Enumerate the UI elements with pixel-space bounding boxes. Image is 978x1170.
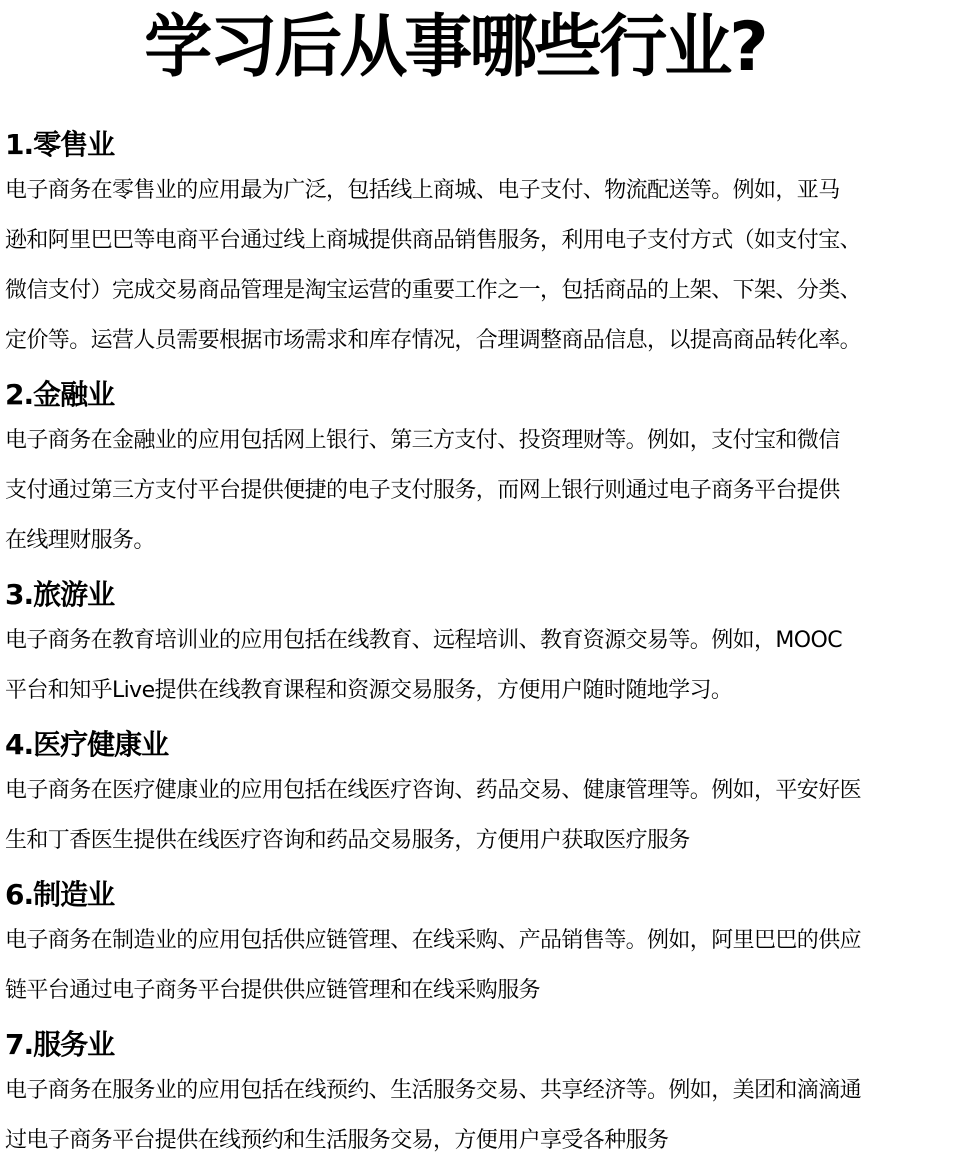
section-heading: 7.服务业 bbox=[5, 1028, 115, 1061]
paragraph-line: 链平台通过电子商务平台提供供应链管理和在线采购服务 bbox=[5, 978, 541, 1003]
paragraph-line: 电子商务在金融业的应用包括网上银行、第三方支付、投资理财等。例如，支付宝和微信 bbox=[5, 428, 840, 453]
paragraph-line: 电子商务在服务业的应用包括在线预约、生活服务交易、共享经济等。例如，美团和滴滴通 bbox=[5, 1078, 862, 1103]
section-body bbox=[5, 1066, 975, 1166]
page-title: 学习后从事哪些行业? bbox=[144, 8, 766, 87]
section-heading: 4.医疗健康业 bbox=[5, 728, 169, 761]
paragraph-line: 在线理财服务。 bbox=[5, 528, 155, 553]
section-manufacturing bbox=[5, 875, 975, 1016]
section-heading: 1.零售业 bbox=[5, 128, 115, 161]
paragraph-line: 生和丁香医生提供在线医疗咨询和药品交易服务，方便用户获取医疗服务 bbox=[5, 828, 690, 853]
paragraph-line: 支付通过第三方支付平台提供便捷的电子支付服务，而网上银行则通过电子商务平台提供 bbox=[5, 478, 840, 503]
section-body bbox=[5, 916, 975, 1016]
section-heading: 2.金融业 bbox=[5, 378, 115, 411]
paragraph-line: 微信支付）完成交易商品管理是淘宝运营的重要工作之一，包括商品的上架、下架、分类、 bbox=[5, 278, 862, 303]
section-finance bbox=[5, 375, 975, 566]
paragraph-line: 过电子商务平台提供在线预约和生活服务交易，方便用户享受各种服务 bbox=[5, 1128, 669, 1153]
section-healthcare bbox=[5, 725, 975, 866]
section-tourism bbox=[5, 575, 975, 716]
paragraph-line: 逊和阿里巴巴等电商平台通过线上商城提供商品销售服务，利用电子支付方式（如支付宝、 bbox=[5, 228, 862, 253]
paragraph-line: 电子商务在医疗健康业的应用包括在线医疗咨询、药品交易、健康管理等。例如，平安好医 bbox=[5, 778, 862, 803]
paragraph-line: 电子商务在教育培训业的应用包括在线教育、远程培训、教育资源交易等。例如，MOOC bbox=[5, 628, 842, 653]
paragraph-line: 电子商务在零售业的应用最为广泛，包括线上商城、电子支付、物流配送等。例如，亚马 bbox=[5, 178, 840, 203]
section-heading: 6.制造业 bbox=[5, 878, 115, 911]
section-body bbox=[5, 166, 975, 366]
section-heading: 3.旅游业 bbox=[5, 578, 115, 611]
paragraph-line: 平台和知乎Live提供在线教育课程和资源交易服务，方便用户随时随地学习。 bbox=[5, 678, 733, 703]
section-retail bbox=[5, 125, 975, 366]
section-body bbox=[5, 416, 975, 566]
section-services bbox=[5, 1025, 975, 1166]
section-body bbox=[5, 616, 975, 716]
paragraph-line: 定价等。运营人员需要根据市场需求和库存情况，合理调整商品信息，以提高商品转化率。 bbox=[5, 328, 862, 353]
paragraph-line: 电子商务在制造业的应用包括供应链管理、在线采购、产品销售等。例如，阿里巴巴的供应 bbox=[5, 928, 862, 953]
section-body bbox=[5, 766, 975, 866]
